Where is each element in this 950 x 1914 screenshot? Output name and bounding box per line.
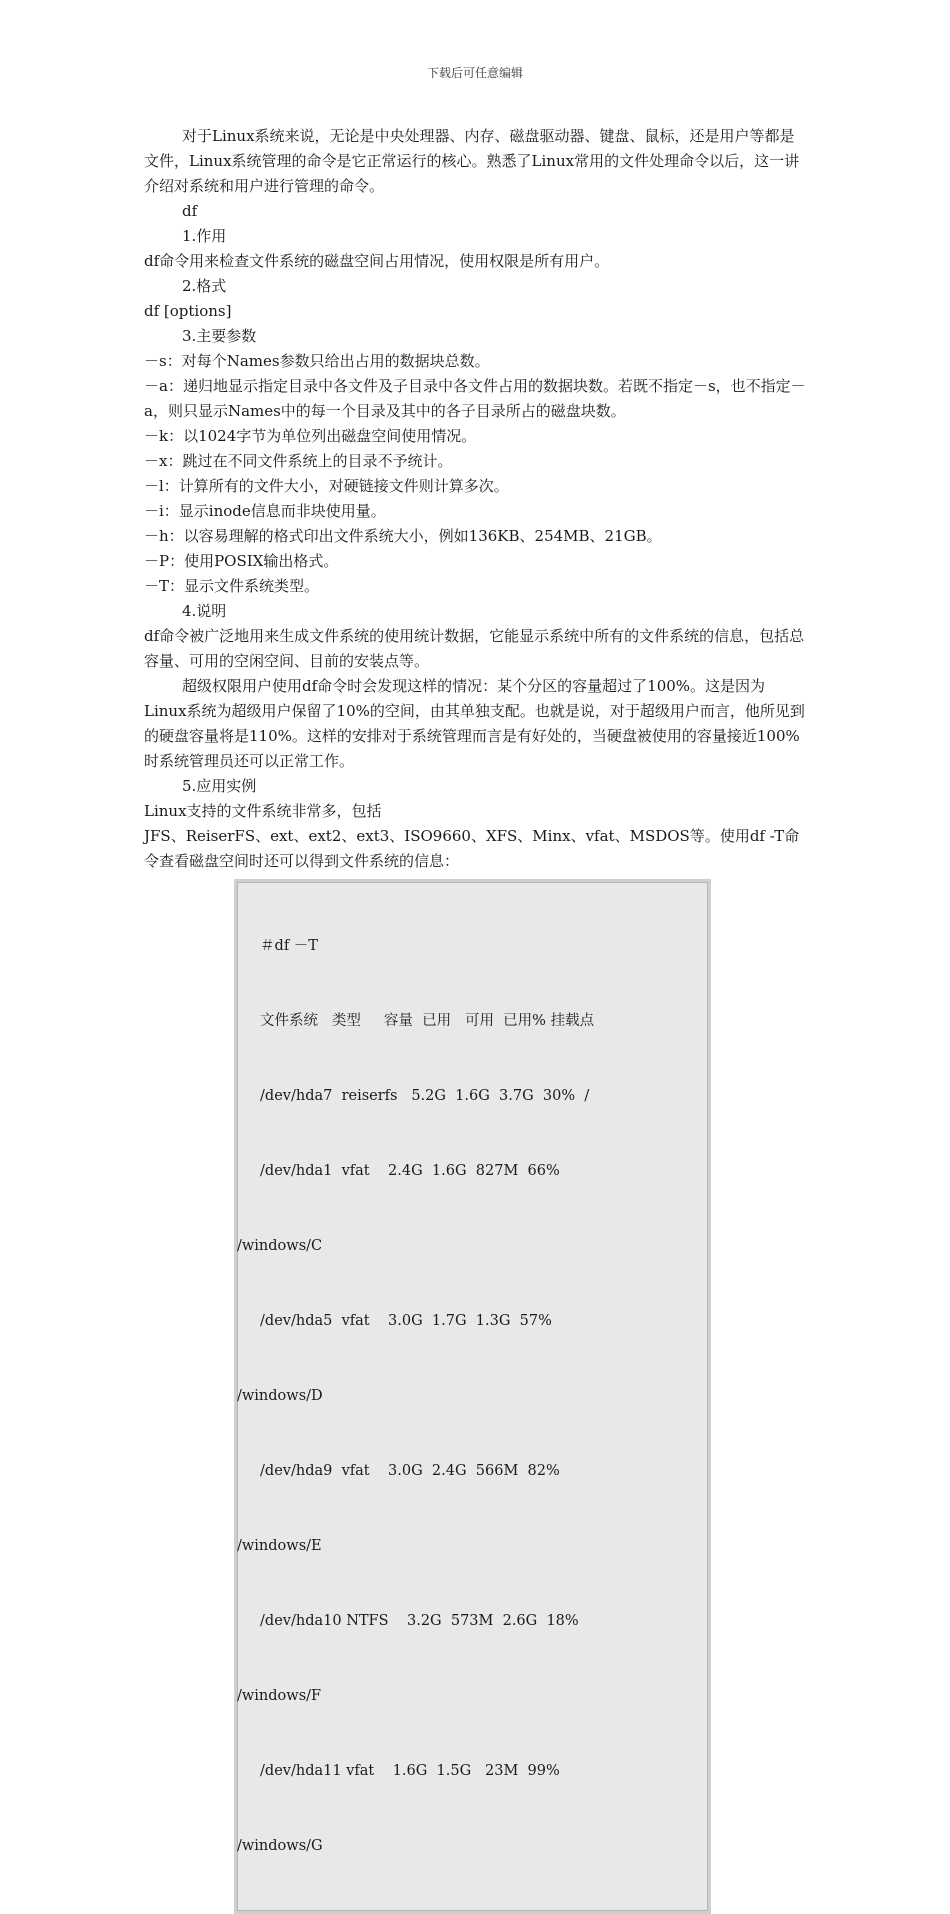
section-2-title: 2.格式 bbox=[182, 277, 227, 295]
option-k: －k：以1024字节为单位列出磁盘空间使用情况。 bbox=[144, 427, 477, 445]
terminal-line: 文件系统 类型 容量 已用 可用 已用% 挂载点 bbox=[237, 1013, 595, 1029]
section-2-body: df [options] bbox=[144, 302, 232, 320]
section-4-body-1: df命令被广泛地用来生成文件系统的使用统计数据，它能显示系统中所有的文件系统的信息，包括总容量、可用的空闲空间、目前的安装点等。 bbox=[144, 627, 805, 670]
terminal-line: /dev/hda9 vfat 3.0G 2.4G 566M 82% bbox=[237, 1463, 560, 1479]
document-body bbox=[144, 124, 806, 1914]
option-a: －a：递归地显示指定目录中各文件及子目录中各文件占用的数据块数。若既不指定－s，也不指定－a，则只显示Names中的每一个目录及其中的各子目录所占的磁盘块数。 bbox=[144, 377, 806, 420]
option-l: －l：计算所有的文件大小，对硬链接文件则计算多次。 bbox=[144, 477, 509, 495]
section-4-body-2: 超级权限用户使用df命令时会发现这样的情况：某个分区的容量超过了100%。这是因为Linux系统为超级用户保留了10%的空间，由其单独支配。也就是说，对于超级用户而言，他所见到的硬盘容量将是110%。这样的安排对于系统管理而言是有好处的，当硬盘被使用的容量接近100%时系统管理员还可以正常工作。 bbox=[144, 677, 805, 770]
terminal-line: /windows/D bbox=[237, 1388, 323, 1404]
terminal-line: /windows/F bbox=[237, 1688, 322, 1704]
intro-paragraph: 对于Linux系统来说，无论是中央处理器、内存、磁盘驱动器、键盘、鼠标，还是用户等都是文件，Linux系统管理的命令是它正常运行的核心。熟悉了Linux常用的文件处理命令以后，这一讲介绍对系统和用户进行管理的命令。 bbox=[144, 127, 800, 195]
section-5-line-2: JFS、ReiserFS、ext、ext2、ext3、ISO9660、XFS、Minx、vfat、MSDOS等。使用df -T命令查看磁盘空间时还可以得到文件系统的信息： bbox=[144, 827, 800, 870]
terminal-line: /dev/hda10 NTFS 3.2G 573M 2.6G 18% bbox=[237, 1613, 579, 1629]
section-5-title: 5.应用实例 bbox=[182, 777, 257, 795]
terminal-line: /dev/hda5 vfat 3.0G 1.7G 1.3G 57% bbox=[237, 1313, 552, 1329]
section-1-body: df命令用来检查文件系统的磁盘空间占用情况，使用权限是所有用户。 bbox=[144, 252, 610, 270]
option-T: －T：显示文件系统类型。 bbox=[144, 577, 320, 595]
terminal-line: ＃df －T bbox=[237, 938, 318, 954]
section-1-title: 1.作用 bbox=[182, 227, 227, 245]
section-5-line-1: Linux支持的文件系统非常多，包括 bbox=[144, 802, 382, 820]
section-3-title: 3.主要参数 bbox=[182, 327, 257, 345]
section-4-title: 4.说明 bbox=[182, 602, 227, 620]
terminal-line: /windows/C bbox=[237, 1238, 323, 1254]
option-i: －i：显示inode信息而非块使用量。 bbox=[144, 502, 386, 520]
terminal-line: /windows/G bbox=[237, 1838, 323, 1854]
option-P: －P：使用POSIX输出格式。 bbox=[144, 552, 339, 570]
terminal-line: /dev/hda11 vfat 1.6G 1.5G 23M 99% bbox=[237, 1763, 560, 1779]
option-h: －h：以容易理解的格式印出文件系统大小，例如136KB、254MB、21GB。 bbox=[144, 527, 662, 545]
terminal-line: /windows/E bbox=[237, 1538, 322, 1554]
option-x: －x：跳过在不同文件系统上的目录不予统计。 bbox=[144, 452, 453, 470]
terminal-line: /dev/hda1 vfat 2.4G 1.6G 827M 66% bbox=[237, 1163, 560, 1179]
terminal-output-box bbox=[234, 879, 711, 1914]
terminal-line: /dev/hda7 reiserfs 5.2G 1.6G 3.7G 30% / bbox=[237, 1088, 590, 1104]
command-name: df bbox=[182, 202, 198, 220]
option-s: －s：对每个Names参数只给出占用的数据块总数。 bbox=[144, 352, 490, 370]
page-header: 下载后可任意编辑 bbox=[426, 66, 523, 80]
